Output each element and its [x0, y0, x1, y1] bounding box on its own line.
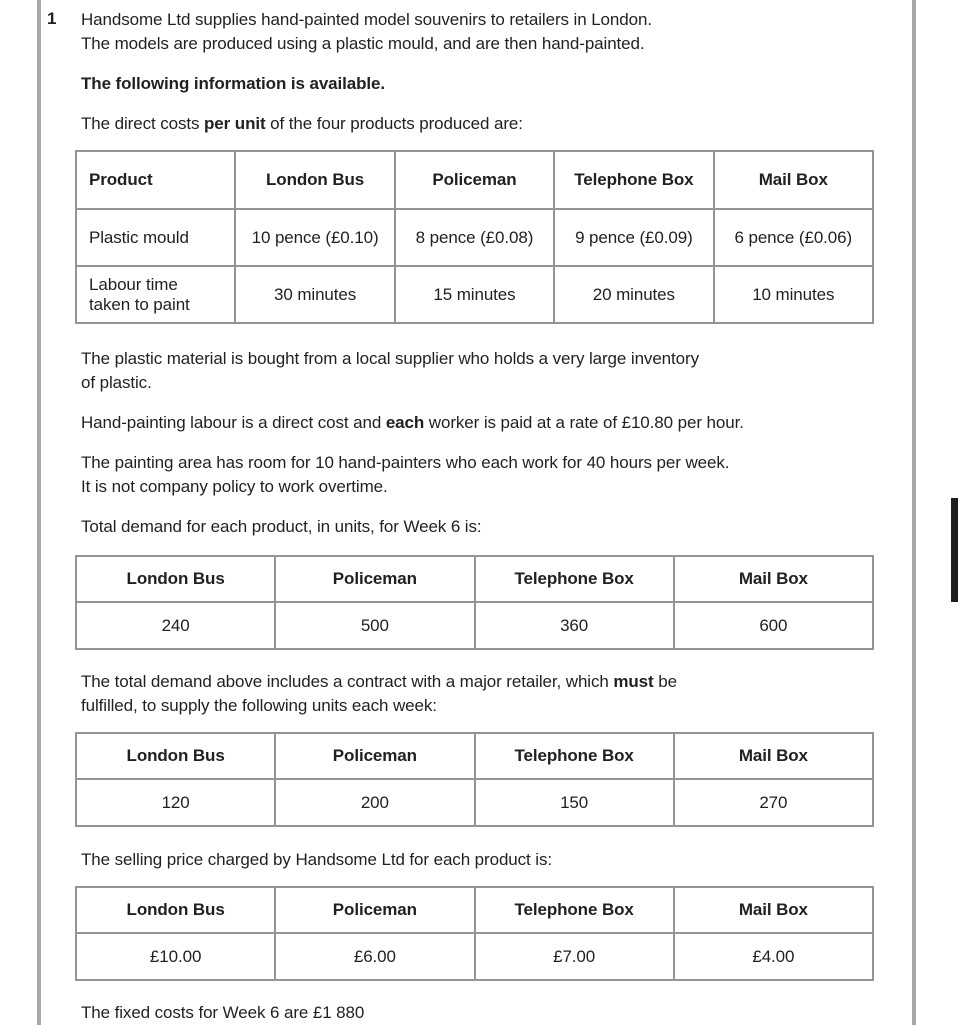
plastic-line-1: The plastic material is bought from a local supplier who holds a very large inventory	[81, 349, 699, 368]
table-value-row	[76, 933, 873, 980]
right-page-rule	[912, 0, 916, 1025]
direct-costs-intro	[81, 112, 875, 136]
table-cell: 10 pence (£0.10)	[235, 209, 394, 266]
plastic-material-paragraph	[81, 347, 875, 395]
contract-line-2: fulfilled, to supply the following units each week:	[81, 696, 437, 715]
labour-label-line-2: taken to paint	[89, 294, 190, 314]
header-policeman: Policeman	[275, 887, 474, 933]
table-cell: £6.00	[275, 933, 474, 980]
intro-line-2: The models are produced using a plastic mould, and are then hand-painted.	[81, 34, 645, 53]
table-cell: 6 pence (£0.06)	[714, 209, 873, 266]
plastic-line-2: of plastic.	[81, 373, 152, 392]
fixed-costs-paragraph: The fixed costs for Week 6 are £1 880	[81, 1003, 365, 1022]
table-header-row	[76, 556, 873, 602]
table-header-row	[76, 887, 873, 933]
header-mail-box: Mail Box	[674, 733, 873, 779]
header-mail-box: Mail Box	[714, 151, 873, 209]
table-cell: 360	[475, 602, 674, 649]
intro-line-1: Handsome Ltd supplies hand-painted model souvenirs to retailers in London.	[81, 10, 652, 29]
contract-tail: be	[653, 672, 677, 691]
question-body	[75, 8, 875, 1025]
direct-costs-intro-tail: of the four products produced are:	[265, 114, 523, 133]
header-london-bus: London Bus	[76, 556, 275, 602]
table-cell: 10 minutes	[714, 266, 873, 323]
labour-label-line-1: Labour time	[89, 274, 178, 294]
contract-paragraph	[81, 670, 875, 718]
header-mail-box: Mail Box	[674, 887, 873, 933]
each-emphasis: each	[385, 413, 425, 432]
direct-costs-table	[75, 150, 874, 324]
header-telephone-box: Telephone Box	[475, 733, 674, 779]
table-cell: 200	[275, 779, 474, 826]
header-london-bus: London Bus	[235, 151, 394, 209]
row-label-labour-time	[76, 266, 235, 323]
header-telephone-box: Telephone Box	[475, 556, 674, 602]
table-cell: 270	[674, 779, 873, 826]
table-cell: 600	[674, 602, 873, 649]
table-value-row	[76, 602, 873, 649]
table-header-row	[76, 733, 873, 779]
direct-costs-intro-text: The direct costs	[81, 114, 205, 133]
table-cell: 120	[76, 779, 275, 826]
painting-area-line-1: The painting area has room for 10 hand-painters who each work for 40 hours per week.	[81, 453, 730, 472]
painting-area-line-2: It is not company policy to work overtime.	[81, 477, 388, 496]
table-cell: £10.00	[76, 933, 275, 980]
table-row-plastic-mould	[76, 209, 873, 266]
table-value-row	[76, 779, 873, 826]
per-unit-emphasis: per unit	[204, 114, 266, 133]
contract-text: The total demand above includes a contract with a major retailer, which	[81, 672, 614, 691]
table-cell: 8 pence (£0.08)	[395, 209, 554, 266]
row-label-plastic-mould: Plastic mould	[76, 209, 235, 266]
selling-price-intro: The selling price charged by Handsome Ltd for each product is:	[81, 850, 553, 869]
table-cell: £4.00	[674, 933, 873, 980]
total-demand-intro: Total demand for each product, in units, for Week 6 is:	[81, 517, 482, 536]
table-cell: £7.00	[475, 933, 674, 980]
contract-units-table	[75, 732, 874, 827]
left-page-rule	[37, 0, 41, 1025]
painting-area-paragraph	[81, 451, 875, 499]
header-london-bus: London Bus	[76, 887, 275, 933]
table-header-row	[76, 151, 873, 209]
table-cell: 240	[76, 602, 275, 649]
must-emphasis: must	[613, 672, 654, 691]
intro-paragraph	[81, 8, 875, 56]
table-cell: 9 pence (£0.09)	[554, 209, 713, 266]
labour-rate-paragraph	[81, 411, 875, 435]
header-product: Product	[76, 151, 235, 209]
header-telephone-box: Telephone Box	[475, 887, 674, 933]
selling-price-table	[75, 886, 874, 981]
table-cell: 30 minutes	[235, 266, 394, 323]
header-policeman: Policeman	[275, 733, 474, 779]
labour-rate-tail: worker is paid at a rate of £10.80 per hour.	[424, 413, 744, 432]
header-telephone-box: Telephone Box	[554, 151, 713, 209]
table-row-labour-time	[76, 266, 873, 323]
table-cell: 15 minutes	[395, 266, 554, 323]
header-policeman: Policeman	[395, 151, 554, 209]
labour-rate-text: Hand-painting labour is a direct cost and	[81, 413, 386, 432]
information-heading: The following information is available.	[81, 74, 386, 93]
table-cell: 500	[275, 602, 474, 649]
total-demand-table	[75, 555, 874, 650]
question-number: 1	[47, 9, 57, 28]
margin-marker	[951, 498, 958, 602]
table-cell: 20 minutes	[554, 266, 713, 323]
table-cell: 150	[475, 779, 674, 826]
header-policeman: Policeman	[275, 556, 474, 602]
header-london-bus: London Bus	[76, 733, 275, 779]
header-mail-box: Mail Box	[674, 556, 873, 602]
